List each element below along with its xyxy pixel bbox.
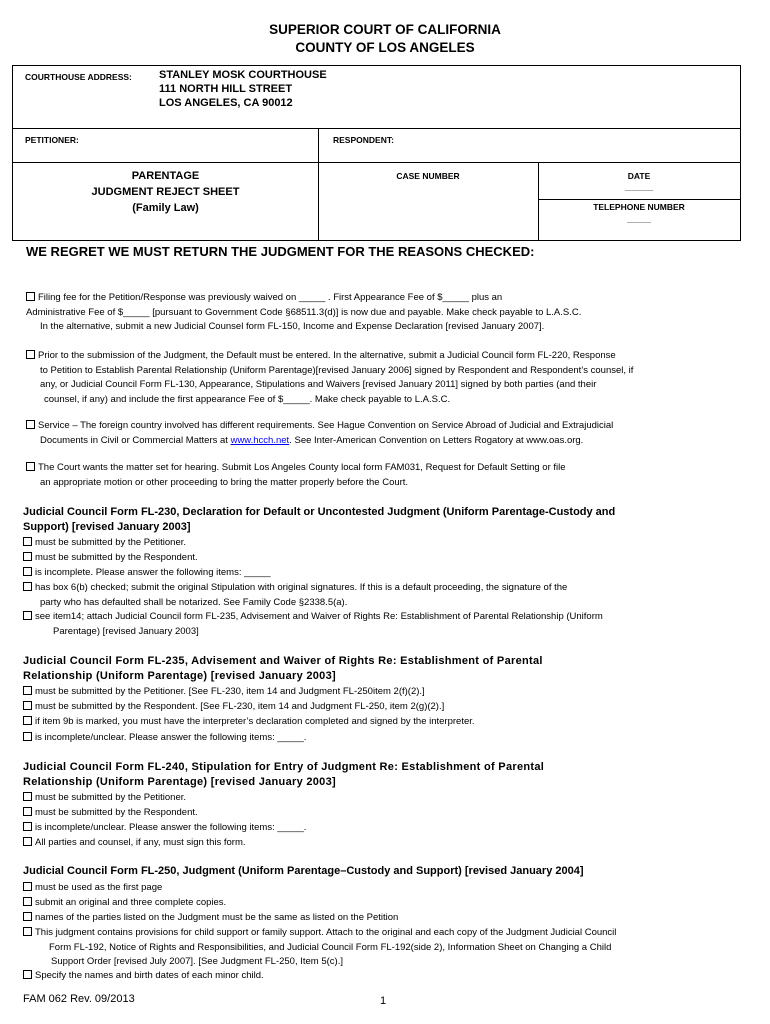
fl250-row: names of the parties listed on the Judgment must be the same as listed on the Petition <box>23 911 398 926</box>
fl230-row: see item14; attach Judicial Council form FL-235, Advisement and Waiver of Rights Re: Establishment of Parental Relationship (Uniform Parentage) [revised January 2003] <box>23 610 603 639</box>
county-title: COUNTY OF LOS ANGELES <box>295 40 475 55</box>
checkbox[interactable] <box>23 897 32 906</box>
court-title: SUPERIOR COURT OF CALIFORNIA <box>269 22 501 37</box>
checkbox[interactable] <box>23 732 32 741</box>
header-box <box>12 65 741 241</box>
fl250-row: submit an original and three complete copies. <box>23 896 226 911</box>
reason-default: Prior to the submission of the Judgment, the Default must be entered. In the alternative, submit a Judicial Council form FL-220, Response to Petition to Establish Parental Relationship (Uniform Parentage)[revised January 2006] signed by Respondent and Respondent’s counsel, if any, or Judicial Council Form FL-130, Appearance, Stipulations and Waivers [revised January 2011] signed by both parties (and their counsel, if any) and include the first appearance Fee of $_____. Make check payable to L.A.S.C. <box>26 349 633 407</box>
reason-hearing: The Court wants the matter set for hearing. Submit Los Angeles County local form FAM031, Request for Default Setting or file an appropriate motion or other proceeding to bring the matter properly before the Court. <box>26 461 566 490</box>
date-blank: ______ <box>624 182 654 192</box>
fl240-row: All parties and counsel, if any, must sign this form. <box>23 836 246 851</box>
form-name-line3: (Family Law) <box>132 202 199 214</box>
telephone-blank: _____ <box>627 214 651 224</box>
checkbox[interactable] <box>23 582 32 591</box>
checkbox[interactable] <box>23 611 32 620</box>
case-number-label: CASE NUMBER <box>396 171 460 181</box>
checkbox[interactable] <box>23 716 32 725</box>
fl230-row: has box 6(b) checked; submit the original Stipulation with original signatures. If this is a default proceeding, the signature of the party who has defaulted shall be notarized. See Family Code §2338.5(a). <box>23 581 567 610</box>
checkbox[interactable] <box>23 837 32 846</box>
petitioner-label: PETITIONER: <box>25 135 79 145</box>
checkbox[interactable] <box>23 686 32 695</box>
form-name-line2: JUDGMENT REJECT SHEET <box>91 186 240 198</box>
fl250-heading: Judicial Council Form FL-250, Judgment (Uniform Parentage–Custody and Support) [revised January 2004] <box>23 865 584 877</box>
hcch-link[interactable]: www.hcch.net <box>230 434 290 446</box>
form-id: FAM 062 Rev. 09/2013 <box>23 993 135 1005</box>
checkbox[interactable] <box>23 882 32 891</box>
checkbox[interactable] <box>23 792 32 801</box>
fl240-heading: Judicial Council Form FL-240, Stipulation for Entry of Judgment Re: Establishment of Parental Relationship (Uniform Parentage) [revised January 2003] <box>23 761 545 788</box>
fl250-row: This judgment contains provisions for child support or family support. Attach to the original and each copy of the Judgment Judicial Council Form FL-192, Notice of Rights and Responsibilities, and Judicial Council Form FL-192(side 2), Information Sheet on Changing a Child Support Order [revised July 2007]. [See Judgment FL-250, Item 5(c).] <box>23 926 616 970</box>
fl235-row: if item 9b is marked, you must have the interpreter’s declaration completed and signed by the interpreter. <box>23 715 475 730</box>
fl235-row: is incomplete/unclear. Please answer the following items: _____. <box>23 731 306 746</box>
fl230-row: is incomplete. Please answer the following items: _____ <box>23 566 271 581</box>
reason-service: Service – The foreign country involved has different requirements. See Hague Convention on Service Abroad of Judicial and Extrajudicial Documents in Civil or Commercial Matters at www.hcch.net. See Inter-American Convention on Letters Rogatory at www.oas.org. <box>26 419 613 448</box>
divider <box>13 128 740 129</box>
courthouse-line1: STANLEY MOSK COURTHOUSE <box>159 69 327 81</box>
fl230-heading: Judicial Council Form FL-230, Declaration for Default or Uncontested Judgment (Uniform Parentage-Custody and Support) [revised January 2003] <box>23 506 616 533</box>
fl230-row: must be submitted by the Petitioner. <box>23 536 186 551</box>
page-number: 1 <box>380 995 387 1007</box>
checkbox[interactable] <box>23 970 32 979</box>
date-label: DATE <box>627 171 651 181</box>
divider <box>318 128 319 240</box>
checkbox[interactable] <box>23 807 32 816</box>
fl240-row: must be submitted by the Petitioner. <box>23 791 186 806</box>
checkbox[interactable] <box>23 701 32 710</box>
fl250-row: Specify the names and birth dates of each minor child. <box>23 969 264 984</box>
fl235-heading: Judicial Council Form FL-235, Advisement and Waiver of Rights Re: Establishment of Parental Relationship (Uniform Parentage) [revised January 2003] <box>23 655 543 682</box>
checkbox[interactable] <box>23 552 32 561</box>
fl230-row: must be submitted by the Respondent. <box>23 551 198 566</box>
checkbox[interactable] <box>23 822 32 831</box>
form-name-line1: PARENTAGE <box>131 170 200 182</box>
divider <box>13 162 740 163</box>
checkbox[interactable] <box>26 462 35 471</box>
respondent-label: RESPONDENT: <box>333 135 394 145</box>
checkbox[interactable] <box>26 420 35 429</box>
checkbox[interactable] <box>23 927 32 936</box>
courthouse-line3: LOS ANGELES, CA 90012 <box>159 97 293 109</box>
courthouse-line2: 111 NORTH HILL STREET <box>159 83 293 95</box>
telephone-label: TELEPHONE NUMBER <box>593 202 685 212</box>
regret-heading: WE REGRET WE MUST RETURN THE JUDGMENT FOR THE REASONS CHECKED: <box>26 244 535 259</box>
checkbox[interactable] <box>23 912 32 921</box>
checkbox[interactable] <box>26 350 35 359</box>
courthouse-address-label: COURTHOUSE ADDRESS: <box>25 72 132 82</box>
fl240-row: is incomplete/unclear. Please answer the following items: _____. <box>23 821 306 836</box>
fl250-row: must be used as the first page <box>23 881 162 896</box>
divider <box>538 199 740 200</box>
checkbox[interactable] <box>26 292 35 301</box>
checkbox[interactable] <box>23 537 32 546</box>
reason-filing-fee: Filing fee for the Petition/Response was previously waived on _____ . First Appearance Fee of $_____ plus an Administrative Fee of $_____ [pursuant to Government Code §68511.3(d)] is now due and payable. Make check payable to L.A.S.C. In the alternative, submit a new Judicial Counsel form FL-150, Income and Expense Declaration [revised January 2007]. <box>26 292 582 332</box>
checkbox[interactable] <box>23 567 32 576</box>
fl240-row: must be submitted by the Respondent. <box>23 806 198 821</box>
fl235-row: must be submitted by the Respondent. [See FL-230, item 14 and Judgment FL-250, item 2(g)(2).] <box>23 700 444 715</box>
fl235-row: must be submitted by the Petitioner. [See FL-230, item 14 and Judgment FL-250item 2(f)(2).] <box>23 685 425 700</box>
